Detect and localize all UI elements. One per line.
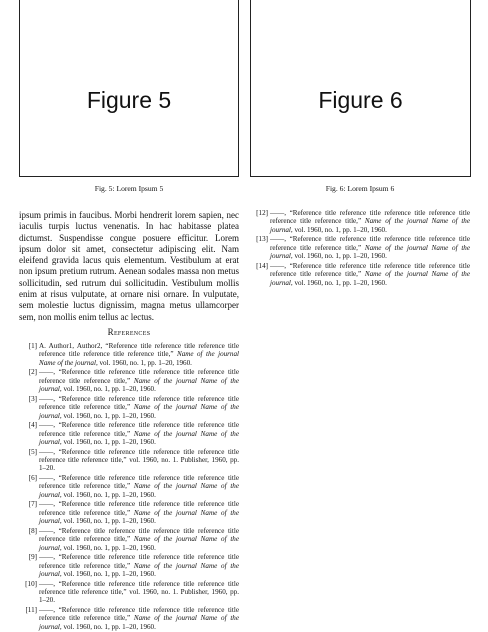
reference-journal: Name of the journal Name of the journal <box>39 535 239 552</box>
reference-journal: Name of the journal Name of the journal <box>39 350 239 367</box>
reference-journal: Name of the journal Name of the journal <box>270 217 470 234</box>
reference-number: [7] <box>28 500 37 509</box>
reference-text: ——, “Reference title reference title reference title reference title reference title reference title,” <box>270 261 470 279</box>
reference-journal: Name of the journal Name of the journal <box>39 403 239 420</box>
reference-text: ——, “Reference title reference title reference title reference title reference title reference title,” <box>270 235 470 252</box>
reference-text: ——, “Reference title reference title reference title reference title reference title reference title,” <box>39 500 239 517</box>
reference-details: , vol. 1960, no. 1, pp. 1–20, 1960. <box>59 517 156 526</box>
reference-journal: Name of the journal Name of the journal <box>270 270 470 287</box>
reference-details: , vol. 1960, no. 1, pp. 1–20, 1960. <box>59 411 156 420</box>
reference-text: ——, “Reference title reference title reference title reference title reference title reference title,” <box>270 209 470 226</box>
reference-text: ——, “Reference title reference title reference title reference title reference title reference title,” vol. 1960, no. 1. Publisher, 1960, pp. 1–20. <box>39 447 239 473</box>
references-heading <box>19 327 239 337</box>
reference-journal: Name of the journal Name of the journal <box>39 561 239 579</box>
reference-number: [2] <box>28 368 37 377</box>
reference-number: [11] <box>25 606 37 615</box>
body-paragraph: ipsum primis in faucibus. Morbi hendrerit lorem sapien, nec iaculis turpis luctus venenatis. In hac habitasse platea dictumst. Suspendisse congue posuere efficitur. Lorem ipsum dolor sit amet, consectetur adipiscing elit. Nam eleifend gravida lacus quis elementum. Vestibulum at erat non ipsum pretium rutrum. Aenean sodales massa non metus sollicitudin, sed rutrum dui sollicitudin. Vestibulum mollis enim at risus vulputate, at ornare nisi ornare. In vulputate, sem molestie luctus dignissim, magna metus ullamcorper sem, non mollis enim tellus ac lectus. <box>19 210 239 322</box>
reference-number: [13] <box>256 235 268 244</box>
reference-item <box>250 235 470 260</box>
reference-number: [8] <box>28 526 37 535</box>
reference-text: A. Author1, Author2, “Reference title reference title reference title reference title reference title reference title,” <box>39 342 239 359</box>
reference-details: , vol. 1960, no. 1, pp. 1–20, 1960. <box>59 490 156 499</box>
figure-5-label: Figure 5 <box>86 87 172 113</box>
reference-journal: Name of the journal Name of the journal <box>39 614 239 631</box>
reference-details: , vol. 1960, no. 1, pp. 1–20, 1960. <box>59 385 156 394</box>
reference-item <box>250 262 470 287</box>
reference-details: , vol. 1960, no. 1, pp. 1–20, 1960. <box>95 358 192 367</box>
reference-number: [5] <box>28 447 37 456</box>
reference-journal: Name of the journal Name of the journal <box>39 482 239 499</box>
reference-details: , vol. 1960, no. 1, pp. 1–20, 1960. <box>59 438 156 447</box>
reference-text: ——, “Reference title reference title reference title reference title reference title reference title,” vol. 1960, no. 1. Publisher, 1960, pp. 1–20. <box>39 579 239 605</box>
figure-5-caption: Fig. 5: Lorem Ipsum 5 <box>94 184 164 193</box>
reference-item <box>19 474 239 499</box>
reference-number: [10] <box>25 579 37 588</box>
reference-text: ——, “Reference title reference title reference title reference title reference title reference title,” <box>39 526 239 544</box>
figure-5-box <box>19 0 239 177</box>
reference-item <box>19 421 239 446</box>
references-heading-text: References <box>107 327 151 337</box>
reference-journal: Name of the journal Name of the journal <box>39 508 239 526</box>
reference-text: ——, “Reference title reference title reference title reference title reference title reference title,” <box>39 368 239 385</box>
reference-text: ——, “Reference title reference title reference title reference title reference title reference title,” <box>39 474 239 491</box>
reference-details: , vol. 1960, no. 1, pp. 1–20, 1960. <box>59 622 156 631</box>
reference-journal: Name of the journal Name of the journal <box>270 243 470 261</box>
reference-text: ——, “Reference title reference title reference title reference title reference title reference title,” <box>39 606 239 623</box>
reference-item <box>19 527 239 552</box>
reference-details: , vol. 1960, no. 1, pp. 1–20, 1960. <box>290 252 387 261</box>
reference-text: ——, “Reference title reference title reference title reference title reference title reference title,” <box>39 421 239 438</box>
reference-item <box>19 368 239 393</box>
reference-details: , vol. 1960, no. 1, pp. 1–20, 1960. <box>59 570 156 579</box>
reference-text: ——, “Reference title reference title reference title reference title reference title reference title,” <box>39 394 239 412</box>
reference-list-right <box>250 209 470 288</box>
reference-details: , vol. 1960, no. 1, pp. 1–20, 1960. <box>290 225 387 234</box>
reference-item <box>19 553 239 578</box>
reference-item <box>19 342 239 367</box>
figure-6-box <box>250 0 471 177</box>
reference-item <box>19 580 239 605</box>
reference-details: , vol. 1960, no. 1, pp. 1–20, 1960. <box>59 543 156 552</box>
reference-number: [9] <box>28 553 37 562</box>
reference-item <box>19 606 239 631</box>
reference-number: [3] <box>28 394 37 403</box>
reference-number: [14] <box>256 261 268 270</box>
reference-list-left <box>19 342 239 632</box>
reference-item <box>19 448 239 473</box>
reference-text: ——, “Reference title reference title reference title reference title reference title reference title,” <box>39 553 239 570</box>
reference-details: , vol. 1960, no. 1, pp. 1–20, 1960. <box>290 278 387 287</box>
reference-number: [1] <box>28 342 37 350</box>
reference-number: [12] <box>256 209 268 217</box>
figure-6-label: Figure 6 <box>318 87 403 113</box>
figure-6-caption: Fig. 6: Lorem Ipsum 6 <box>325 184 395 193</box>
reference-journal: Name of the journal Name of the journal <box>39 429 239 447</box>
reference-item <box>250 209 470 234</box>
reference-item <box>19 395 239 420</box>
reference-journal: Name of the journal Name of the journal <box>39 376 239 394</box>
reference-number: [6] <box>28 474 37 483</box>
reference-number: [4] <box>28 421 37 430</box>
reference-item <box>19 500 239 525</box>
